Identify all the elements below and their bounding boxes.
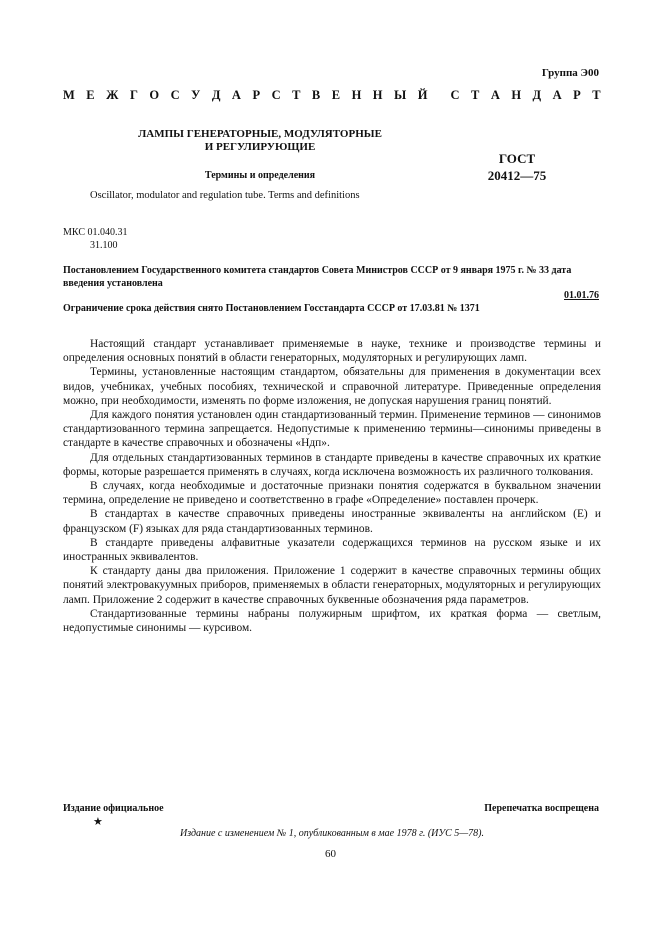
document-title xyxy=(120,128,400,154)
banner-letter: Р xyxy=(252,88,261,102)
banner-letter: Д xyxy=(532,88,542,102)
banner-letter: Ж xyxy=(106,88,119,102)
paragraph: Термины, установленные настоящим стандартом, обязательны для применения в документации всех видов, учебниках, учебных пособиях, технической и справочной литературе. Приведенные определения можно, при необходимости, изменять по форме изложения, не допуская нарушения границ понятий. xyxy=(63,366,601,407)
english-title: Oscillator, modulator and regulation tube. Terms and definitions xyxy=(90,190,360,201)
gost-label: ГОСТ xyxy=(498,151,536,166)
mks-line-1: МКС 01.040.31 xyxy=(63,227,128,238)
banner-letter: М xyxy=(63,88,75,102)
gost-designation xyxy=(472,150,562,184)
page-number: 60 xyxy=(325,848,336,860)
star-icon: ★ xyxy=(93,816,103,828)
banner-letter: Й xyxy=(417,88,428,102)
banner-letter: А xyxy=(552,88,562,102)
reprint-prohibited-label: Перепечатка воспрещена xyxy=(484,803,599,814)
document-body xyxy=(63,337,601,635)
banner-letter: О xyxy=(149,88,160,102)
banner-letter: Е xyxy=(331,88,341,102)
banner-letter: У xyxy=(191,88,201,102)
banner-letter: С xyxy=(170,88,180,102)
banner-letter: Е xyxy=(86,88,95,102)
title-line-1: ЛАМПЫ ГЕНЕРАТОРНЫЕ, МОДУЛЯТОРНЫЕ xyxy=(138,128,382,140)
paragraph: В стандартах в качестве справочных приведены иностранные эквиваленты на английском (Е) и французском (F) языках для ряда стандартизованных терминов. xyxy=(63,508,601,535)
group-code: Группа Э00 xyxy=(541,67,599,79)
banner-letter: Ы xyxy=(394,88,407,102)
amendment-note: Издание с изменением № 1, опубликованным в мае 1978 г. (ИУС 5—78). xyxy=(179,828,485,839)
paragraph: Для отдельных стандартизованных терминов в стандарте приведены в качестве справочных их краткие формы, которые разрешается применять в случаях, когда исключена возможность их различного толкования. xyxy=(63,451,601,478)
paragraph: В случаях, когда необходимые и достаточные признаки понятия содержатся в буквальном значении термина, определение не приведено и соответственно в графе «Определение» поставлен прочерк. xyxy=(63,480,601,507)
paragraph: В стандарте приведены алфавитные указатели содержащихся терминов на русском языке и их иностранных эквивалентов. xyxy=(63,536,601,564)
banner-letter: А xyxy=(490,88,500,102)
banner-letter: С xyxy=(271,88,281,102)
banner-letter: Н xyxy=(511,88,522,102)
paragraph: Настоящий стандарт устанавливает применяемые в науке, технике и производстве термины и определения основных понятий в области генераторных, модуляторных и регулирующих ламп. xyxy=(63,338,601,365)
official-edition-label: Издание официальное xyxy=(63,803,164,814)
banner-letter: В xyxy=(311,88,321,102)
banner-letter: Т xyxy=(592,88,601,102)
banner-letter: Т xyxy=(470,88,480,102)
paragraph: К стандарту даны два приложения. Приложение 1 содержит в качестве справочных термины общих понятий электровакуумных приборов, применяемых в области генераторных, модуляторных и регулирующих ламп. Приложение 2 содержит в качестве справочных буквенные обозначения ряда параметров. xyxy=(63,565,601,606)
banner-letter: Н xyxy=(351,88,362,102)
introduction-date: 01.01.76 xyxy=(564,290,599,301)
banner-letter: Г xyxy=(129,88,138,102)
document-subtitle: Термины и определения xyxy=(204,170,316,181)
banner-letter: Д xyxy=(211,88,221,102)
banner-letter: С xyxy=(450,88,460,102)
interstate-standard-banner xyxy=(63,88,601,103)
banner-letter: А xyxy=(231,88,241,102)
banner-letter: Р xyxy=(573,88,581,102)
title-line-2: И РЕГУЛИРУЮЩИЕ xyxy=(204,141,316,153)
banner-letter: Н xyxy=(372,88,383,102)
restriction-note: Ограничение срока действия снято Постановлением Госстандарта СССР от 17.03.81 № 1371 xyxy=(63,303,480,314)
decree-text: Постановлением Государственного комитета стандартов Совета Министров СССР от 9 января 1975 г. № 33 дата введения установлена xyxy=(63,265,572,289)
paragraph: Для каждого понятия установлен один стандартизованный термин. Применение терминов — синонимов стандартизованного термина запрещается. Недопустимые к применению термины—синонимы приведены в стандарте в качестве справочных и обозначены «Ндп». xyxy=(63,409,601,450)
mks-line-2: 31.100 xyxy=(90,240,118,251)
gost-number: 20412—75 xyxy=(487,168,547,183)
mks-codes xyxy=(63,226,127,252)
paragraph: Стандартизованные термины набраны полужирным шрифтом, их краткая форма — светлым, недопустимые синонимы — курсивом. xyxy=(63,607,601,635)
banner-letter: Т xyxy=(292,88,301,102)
